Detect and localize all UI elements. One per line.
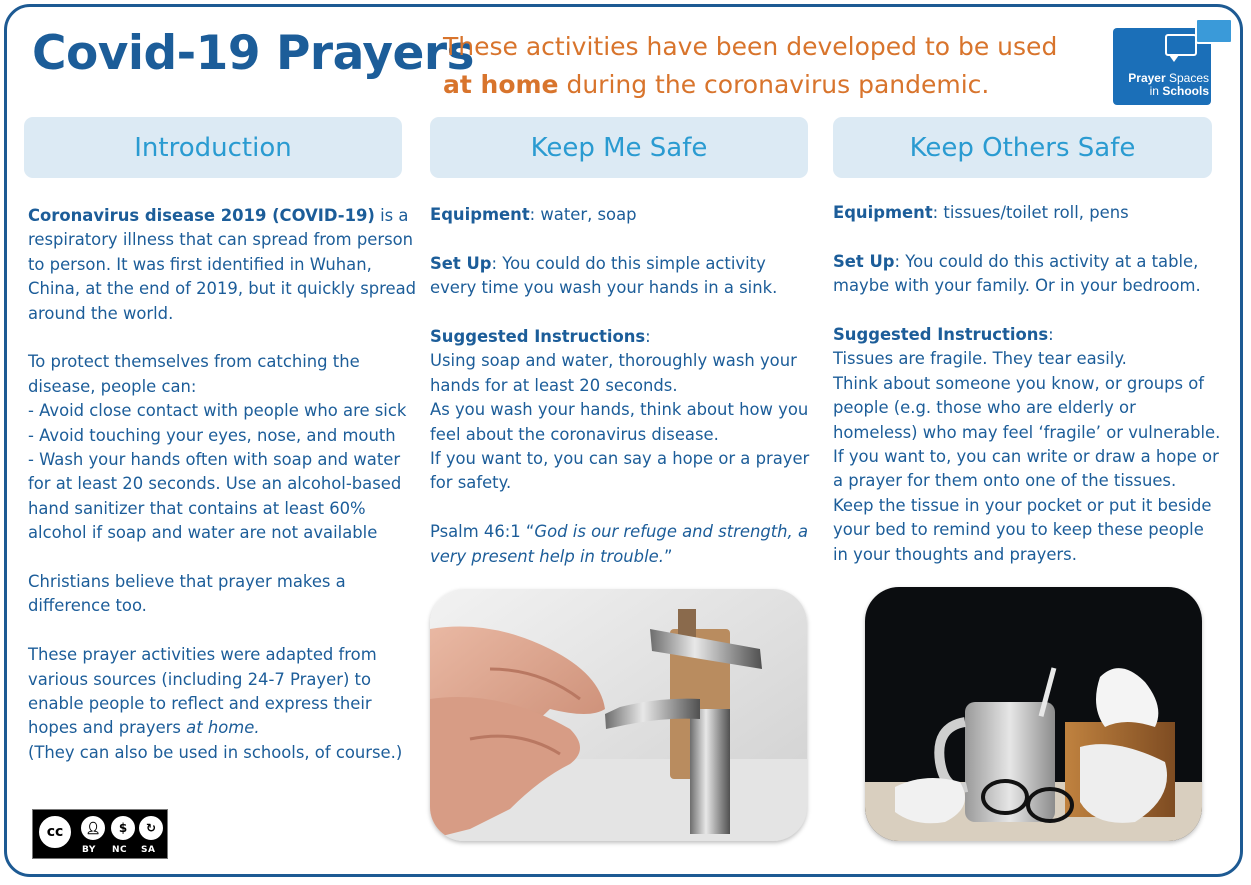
kos-equipment: Equipment: tissues/toilet roll, pens bbox=[833, 203, 1129, 222]
kos-instruction: If you want to, you can write or draw a hope or a prayer for them onto one of the tissues. bbox=[833, 447, 1219, 491]
speech-bubble-icon bbox=[1165, 34, 1197, 56]
creative-commons-license-badge bbox=[32, 809, 168, 859]
intro-paragraph-4: These prayer activities were adapted from various sources (including 24-7 Prayer) to enable people to reflect and express their hopes and prayers at home. bbox=[28, 645, 377, 738]
kos-instruction: Think about someone you know, or groups of people (e.g. those who are elderly or homeless) who may feel ‘fragile’ or vulnerable. bbox=[833, 373, 1221, 442]
kos-instructions-label: Suggested Instructions: bbox=[833, 325, 1054, 344]
kos-setup: Set Up: You could do this activity at a table, maybe with your family. Or in your bedroom. bbox=[833, 251, 1201, 296]
heading-keep-me-safe: Keep Me Safe bbox=[430, 117, 808, 178]
license-label-sa: SA bbox=[141, 845, 156, 855]
subtitle-line2: during the coronavirus pandemic. bbox=[558, 70, 990, 99]
intro-paragraph-5: (They can also be used in schools, of course.) bbox=[28, 742, 403, 762]
kms-setup: Set Up: You could do this simple activity every time you wash your hands in a sink. bbox=[430, 253, 778, 298]
intro-paragraph-2: To protect themselves from catching the disease, people can: bbox=[28, 352, 360, 396]
kms-instruction: If you want to, you can say a hope or a prayer for safety. bbox=[430, 449, 810, 493]
kms-equipment: Equipment: water, soap bbox=[430, 205, 637, 224]
intro-paragraph-3: Christians believe that prayer makes a difference too. bbox=[28, 572, 346, 616]
kms-instruction: Using soap and water, thoroughly wash your hands for at least 20 seconds. bbox=[430, 351, 797, 395]
heading-introduction: Introduction bbox=[24, 117, 402, 178]
speech-bubble-icon-secondary bbox=[1195, 18, 1233, 44]
intro-paragraph-1: Coronavirus disease 2019 (COVID-19) is a respiratory illness that can spread from person to person. It was first identified in Wuhan, China, at the end of 2019, but it quickly spread around the world. bbox=[28, 206, 417, 323]
page-title: Covid-19 Prayers bbox=[32, 26, 475, 81]
subtitle-highlight: at home bbox=[443, 70, 559, 99]
heading-keep-others-safe: Keep Others Safe bbox=[833, 117, 1212, 178]
hand-washing-photo bbox=[430, 589, 807, 841]
non-commercial-icon: $ bbox=[109, 814, 137, 842]
logo-text-line1: Prayer Spaces bbox=[1128, 71, 1209, 85]
license-label-by: BY bbox=[82, 845, 96, 855]
speech-bubble-tail-icon bbox=[1169, 55, 1179, 62]
intro-list-item: - Wash your hands often with soap and water for at least 20 seconds. Use an alcohol-based hand sanitizer that contains at least 60% alcohol if soap and water are not available bbox=[28, 450, 402, 543]
logo-text-line2: in Schools bbox=[1149, 84, 1209, 98]
kms-instructions-label: Suggested Instructions: bbox=[430, 327, 651, 346]
license-label-nc: NC bbox=[112, 845, 128, 855]
attribution-icon: 👤︎ bbox=[79, 814, 107, 842]
keep-others-safe-text bbox=[833, 201, 1223, 567]
prayer-spaces-logo bbox=[1113, 28, 1211, 105]
share-alike-icon: ↻ bbox=[137, 814, 165, 842]
intro-list-item: - Avoid close contact with people who are sick bbox=[28, 401, 407, 421]
subtitle-line1: These activities have been developed to be used bbox=[443, 32, 1058, 61]
kos-instruction: Tissues are fragile. They tear easily. bbox=[833, 349, 1127, 369]
keep-me-safe-text bbox=[430, 203, 815, 569]
introduction-text bbox=[28, 204, 418, 765]
kos-instruction: Keep the tissue in your pocket or put it beside your bed to remind you to keep these people in your thoughts and prayers. bbox=[833, 495, 1212, 564]
cc-icon: cc bbox=[37, 814, 73, 850]
intro-list-item: - Avoid touching your eyes, nose, and mouth bbox=[28, 425, 396, 445]
page-subtitle bbox=[443, 28, 1083, 104]
kms-instruction: As you wash your hands, think about how you feel about the coronavirus disease. bbox=[430, 400, 809, 444]
tissues-mug-photo bbox=[865, 587, 1202, 841]
kms-psalm: Psalm 46:1 “God is our refuge and strength, a very present help in trouble.” bbox=[430, 522, 809, 566]
